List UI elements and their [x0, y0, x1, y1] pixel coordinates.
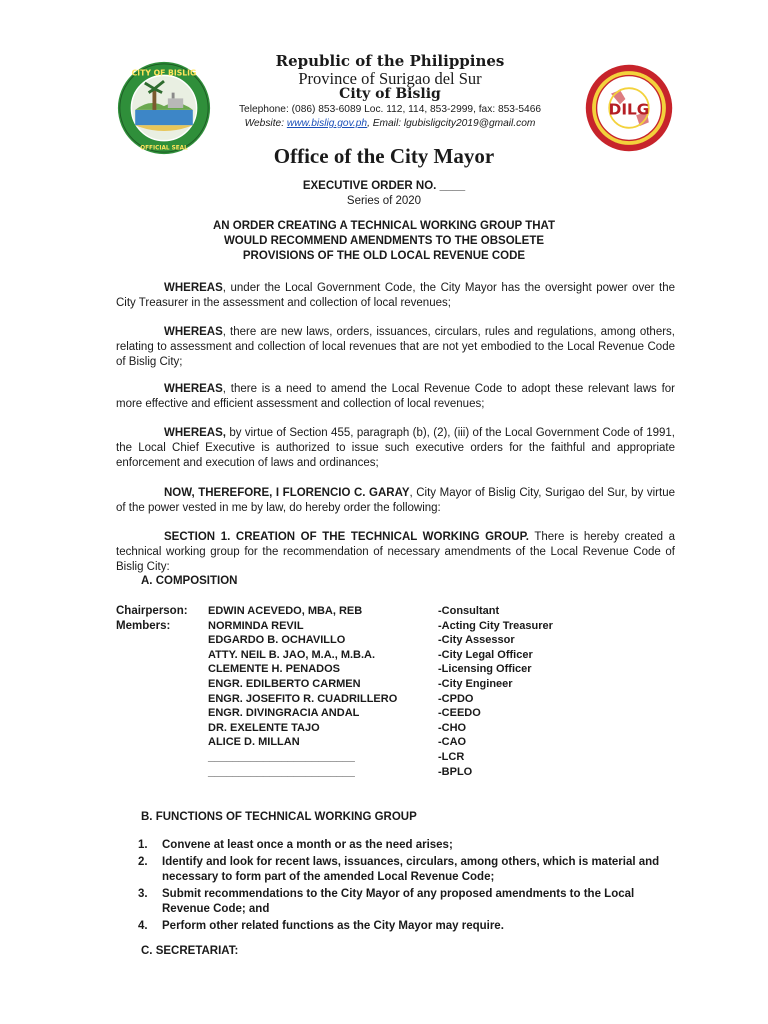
executive-order-number: EXECUTIVE ORDER NO. ____ — [302, 180, 466, 192]
series-year: Series of 2020 — [346, 195, 422, 207]
list-item — [116, 855, 676, 885]
member-name: ENGR. JOSEFITO R. CUADRILLERO — [208, 692, 398, 705]
whereas-lead: WHEREAS — [164, 383, 223, 395]
section-1 — [116, 530, 675, 575]
member-position: -City Assessor — [438, 634, 515, 647]
whereas-text: , there are new laws, orders, issuances, circulars, rules and regulations, among others, relating to assessment and collection of local revenues that are not yet embodied to the Local Revenue Code of Bislig City; — [116, 326, 675, 368]
header-republic: Republic of the Philippines — [275, 52, 505, 70]
table-row — [116, 765, 676, 780]
member-position: -Licensing Officer — [438, 663, 532, 676]
secretariat-heading: C. SECRETARIAT: — [141, 945, 239, 957]
whereas-lead: WHEREAS — [164, 326, 223, 338]
header-province: Province of Surigao del Sur — [298, 69, 482, 88]
member-name: ________________________ — [208, 750, 355, 763]
list-text: Perform other related functions as the City Mayor may require. — [162, 920, 504, 932]
table-row — [116, 648, 676, 663]
now-therefore-text: , City Mayor of Bislig City, Surigao del Sur, by virtue of the power vested in me by law, do hereby order the following: — [116, 487, 675, 514]
member-name: EDGARDO B. OCHAVILLO — [208, 634, 346, 647]
list-number: 3. — [138, 888, 148, 900]
email-text: , Email: lgubisligcity2019@gmail.com — [367, 118, 536, 129]
list-text: Submit recommendations to the City Mayor of any proposed amendments to the Local Revenue Code; and — [162, 888, 635, 915]
section-1-text: There is hereby created a technical working group for the recommendation of necessary amendments of the Local Revenue Code of Bislig City: — [116, 531, 675, 573]
now-therefore-clause — [116, 486, 675, 516]
table-row — [116, 721, 676, 736]
functions-list — [116, 838, 676, 936]
member-role: Members: — [116, 619, 171, 632]
member-name: ATTY. NEIL B. JAO, M.A., M.B.A. — [208, 648, 376, 661]
whereas-lead: WHEREAS, — [164, 427, 226, 439]
member-position: -City Legal Officer — [438, 648, 533, 661]
list-item — [116, 838, 676, 853]
member-position: -LCR — [438, 750, 465, 763]
member-name: DR. EXELENTE TAJO — [208, 721, 320, 734]
functions-heading: B. FUNCTIONS OF TECHNICAL WORKING GROUP — [141, 811, 417, 823]
website-label: Website: — [244, 118, 287, 129]
member-position: -BPLO — [438, 765, 473, 778]
member-name: ________________________ — [208, 765, 355, 778]
member-position: -Acting City Treasurer — [438, 619, 553, 632]
member-name: CLEMENTE H. PENADOS — [208, 663, 341, 676]
order-title-line: WOULD RECOMMEND AMENDMENTS TO THE OBSOLETE — [223, 235, 545, 247]
list-text: Convene at least once a month or as the need arises; — [162, 839, 453, 851]
table-row — [116, 677, 676, 692]
list-item — [116, 887, 676, 917]
whereas-text: by virtue of Section 455, paragraph (b), (2), (iii) of the Local Government Code of 1991, the Local Chief Executive is authorized to issue such executive orders for the faithful and appropriate enforcement and execution of laws and ordinances; — [116, 427, 675, 469]
whereas-clause — [116, 382, 675, 412]
list-number: 4. — [138, 920, 148, 932]
list-number: 1. — [138, 839, 148, 851]
seal-left-top-text: CITY OF BISLIG — [131, 68, 197, 78]
composition-table — [116, 604, 676, 779]
whereas-clause — [116, 426, 675, 471]
order-title — [184, 219, 584, 264]
member-name: ALICE D. MILLAN — [208, 736, 300, 749]
section-1-lead: SECTION 1. CREATION OF THE TECHNICAL WORKING GROUP. — [164, 531, 529, 543]
list-number: 2. — [138, 856, 148, 868]
seal-left-bottom-text: OFFICIAL SEAL — [140, 145, 188, 152]
order-title-line: AN ORDER CREATING A TECHNICAL WORKING GROUP THAT — [212, 220, 555, 232]
member-name: ENGR. EDILBERTO CARMEN — [208, 677, 361, 690]
order-title-line: PROVISIONS OF THE OLD LOCAL REVENUE CODE — [242, 250, 526, 262]
list-item — [116, 919, 676, 934]
member-name: NORMINDA REVIL — [208, 619, 304, 632]
header-website-line — [190, 118, 590, 129]
table-row — [116, 662, 676, 677]
member-name: ENGR. DIVINGRACIA ANDAL — [208, 707, 360, 720]
member-position: -CHO — [438, 721, 467, 734]
table-row — [116, 604, 676, 619]
member-position: -CPDO — [438, 692, 474, 705]
whereas-clause — [116, 325, 675, 370]
table-row — [116, 735, 676, 750]
table-row — [116, 692, 676, 707]
member-role: Chairperson: — [116, 605, 188, 617]
office-title: Office of the City Mayor — [273, 144, 495, 168]
header-city: City of Bislig — [339, 86, 441, 102]
composition-heading: A. COMPOSITION — [141, 575, 238, 587]
header-telephone: Telephone: (086) 853-6089 Loc. 112, 114, 853-2999, fax: 853-5466 — [238, 104, 542, 115]
website-link[interactable]: www.bislig.gov.ph — [286, 118, 368, 129]
seal-right-text: DILG — [608, 100, 650, 119]
dilg-seal-logo — [584, 63, 674, 153]
now-therefore-lead: NOW, THEREFORE, I FLORENCIO C. GARAY — [164, 487, 410, 499]
table-row — [116, 619, 676, 634]
member-name: EDWIN ACEVEDO, MBA, REB — [208, 605, 363, 617]
table-row — [116, 750, 676, 765]
whereas-lead: WHEREAS — [164, 282, 223, 294]
table-row — [116, 633, 676, 648]
member-position: -CEEDO — [438, 707, 481, 720]
table-row — [116, 706, 676, 721]
member-position: -City Engineer — [438, 677, 513, 690]
whereas-text: , under the Local Government Code, the City Mayor has the oversight power over the City Treasurer in the assessment and collection of local revenues; — [116, 282, 675, 309]
whereas-text: , there is a need to amend the Local Revenue Code to adopt these relevant laws for more effective and efficient assessment and collection of local revenues; — [116, 383, 675, 410]
member-position: -CAO — [438, 736, 467, 749]
member-position: -Consultant — [438, 605, 500, 617]
list-text: Identify and look for recent laws, issuances, circulars, among others, which is material and necessary to form part of the amended Local Revenue Code; — [162, 856, 660, 883]
whereas-clause — [116, 281, 675, 311]
